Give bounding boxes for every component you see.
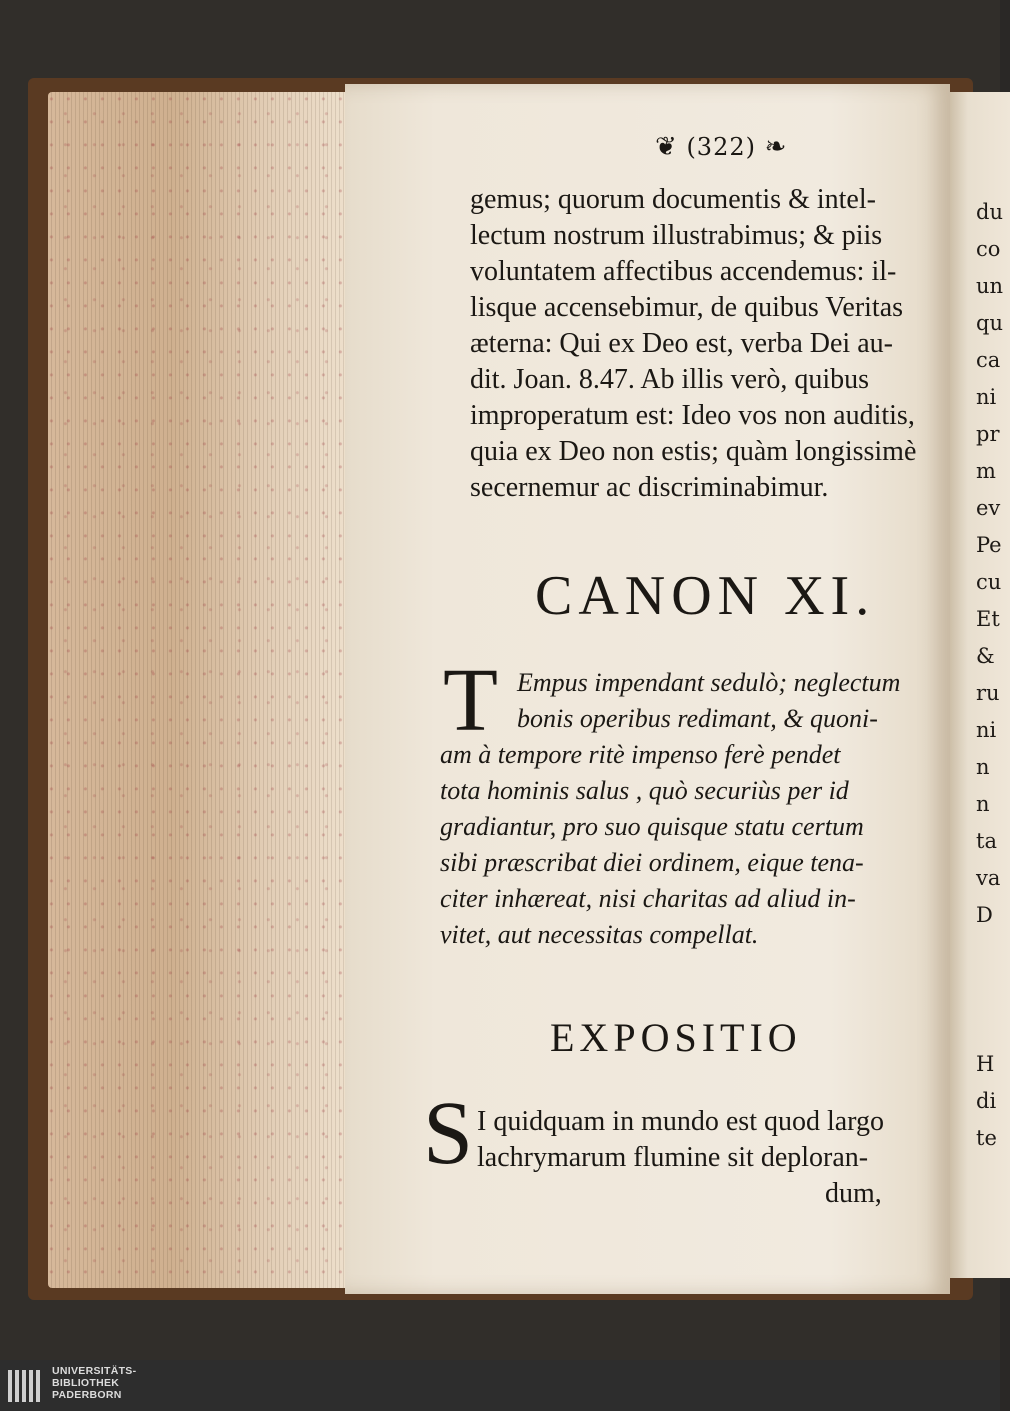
text-line: lectum nostrum illustrabimus; & piis bbox=[470, 220, 883, 251]
canon-dropcap: T bbox=[443, 651, 498, 750]
text-line: æterna: Qui ex Deo est, verba Dei au- bbox=[470, 328, 893, 359]
next-page-fragment: m bbox=[976, 459, 996, 483]
next-page-fragment: pr bbox=[976, 422, 1000, 446]
logo-line: BIBLIOTHEK bbox=[52, 1377, 120, 1389]
text-line: dum, bbox=[825, 1178, 882, 1209]
exposition-dropcap: S bbox=[423, 1084, 474, 1183]
library-logo-text bbox=[52, 1365, 136, 1401]
text-line: bonis operibus redimant, & quoni- bbox=[517, 704, 878, 733]
page-number-header bbox=[655, 132, 787, 162]
page-text bbox=[345, 84, 950, 1294]
next-page-fragment: qu bbox=[976, 311, 1003, 335]
next-page-fragment: ni bbox=[976, 385, 997, 409]
left-ornament-icon: ❦ bbox=[655, 132, 678, 162]
logo-line: UNIVERSITÄTS- bbox=[52, 1365, 137, 1377]
next-page-fragment: te bbox=[976, 1126, 997, 1150]
canon-heading: CANON XI. bbox=[535, 565, 876, 627]
text-line: gemus; quorum documentis & intel- bbox=[470, 184, 876, 215]
next-page-fragment: ca bbox=[976, 348, 1001, 372]
next-page-fragment: du bbox=[976, 200, 1003, 224]
page-number: (322) bbox=[686, 133, 756, 161]
next-page-fragment: ev bbox=[976, 496, 1001, 520]
text-line: vitet, aut necessitas compellat. bbox=[440, 920, 759, 949]
footer-bar bbox=[0, 1360, 1000, 1411]
exposition-heading: EXPOSITIO bbox=[550, 1015, 802, 1060]
next-page-fragment: H bbox=[976, 1052, 995, 1076]
logo-line: PADERBORN bbox=[52, 1389, 122, 1401]
next-page-fragment: co bbox=[976, 237, 1001, 261]
text-line: gradiantur, pro suo quisque statu certum bbox=[440, 812, 864, 841]
book-fore-edge bbox=[48, 92, 358, 1288]
next-page-edge bbox=[950, 92, 1010, 1278]
text-line: dit. Joan. 8.47. Ab illis verò, quibus bbox=[470, 364, 869, 395]
text-line: sibi præscribat diei ordinem, eique tena- bbox=[440, 848, 864, 877]
next-page-fragment: n bbox=[976, 792, 990, 816]
text-line: citer inhæreat, nisi charitas ad aliud in- bbox=[440, 884, 856, 913]
next-page-fragment: un bbox=[976, 274, 1004, 298]
next-page-fragment: Et bbox=[976, 607, 1000, 631]
library-logo-icon bbox=[6, 1366, 46, 1406]
text-line: I quidquam in mundo est quod largo bbox=[477, 1106, 884, 1137]
text-line: quia ex Deo non estis; quàm longissimè bbox=[470, 436, 917, 467]
text-line: secernemur ac discriminabimur. bbox=[470, 472, 829, 503]
next-page-fragment: Pe bbox=[976, 533, 1002, 557]
next-page-fragment: ta bbox=[976, 829, 997, 853]
next-page-fragment: n bbox=[976, 755, 990, 779]
text-line: tota hominis salus , quò securiùs per id bbox=[440, 776, 849, 805]
next-page-fragment: D bbox=[976, 903, 993, 927]
text-line: lachrymarum flumine sit deploran- bbox=[477, 1142, 869, 1173]
next-page-fragment: va bbox=[976, 866, 1001, 890]
next-page-fragment: di bbox=[976, 1089, 997, 1113]
text-line: lisque accensebimur, de quibus Veritas bbox=[470, 292, 904, 323]
text-line: improperatum est: Ideo vos non auditis, bbox=[470, 400, 915, 431]
next-page-fragment: & bbox=[976, 644, 995, 668]
book-page bbox=[345, 84, 950, 1294]
next-page-fragment: ni bbox=[976, 718, 997, 742]
right-ornament-icon: ❧ bbox=[764, 132, 788, 162]
next-page-fragment: cu bbox=[976, 570, 1002, 594]
text-line: voluntatem affectibus accendemus: il- bbox=[470, 256, 897, 287]
text-line: am à tempore ritè impenso ferè pendet bbox=[440, 740, 841, 769]
text-line: Empus impendant sedulò; neglectum bbox=[517, 668, 901, 697]
next-page-fragment: ru bbox=[976, 681, 1000, 705]
